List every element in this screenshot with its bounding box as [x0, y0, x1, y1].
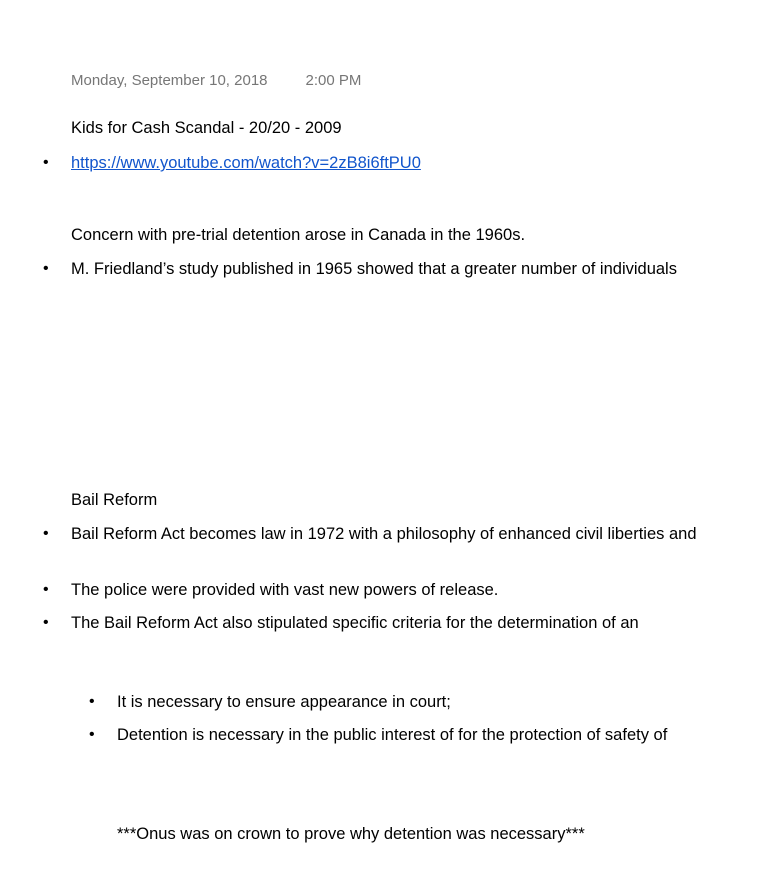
note-timestamp	[71, 70, 361, 92]
bullet-marker: •	[43, 525, 49, 542]
youtube-link[interactable]: https://www.youtube.com/watch?v=2zB8i6ftPU0	[71, 154, 421, 172]
bullet-item	[71, 152, 421, 174]
section-title-bail-reform: Bail Reform	[71, 491, 158, 509]
bullet-item-criteria: The Bail Reform Act also stipulated specific criteria for the determination of an	[71, 614, 639, 632]
paragraph-pretrial-detention: Concern with pre-trial detention arose in Canada in the 1960s.	[71, 226, 526, 244]
bullet-marker: •	[43, 154, 49, 171]
sub-bullet-marker: •	[89, 726, 95, 743]
onus-note: ***Onus was on crown to prove why detention was necessary***	[117, 825, 585, 843]
bullet-item-friedland: M. Friedland’s study published in 1965 showed that a greater number of individuals	[71, 260, 677, 278]
bullet-item-police-powers: The police were provided with vast new powers of release.	[71, 581, 499, 599]
section-title-kids-for-cash: Kids for Cash Scandal - 20/20 - 2009	[71, 119, 342, 137]
bullet-marker: •	[43, 260, 49, 277]
sub-bullet-item-appearance: It is necessary to ensure appearance in court;	[117, 693, 451, 711]
bullet-marker: •	[43, 581, 49, 598]
note-date: Monday, September 10, 2018	[71, 72, 268, 89]
sub-bullet-item-public-interest: Detention is necessary in the public interest of for the protection of safety of	[117, 726, 668, 744]
bullet-marker: •	[43, 614, 49, 631]
note-time: 2:00 PM	[305, 72, 362, 89]
sub-bullet-marker: •	[89, 693, 95, 710]
bullet-item-bail-reform-act: Bail Reform Act becomes law in 1972 with a philosophy of enhanced civil liberties and	[71, 525, 697, 543]
